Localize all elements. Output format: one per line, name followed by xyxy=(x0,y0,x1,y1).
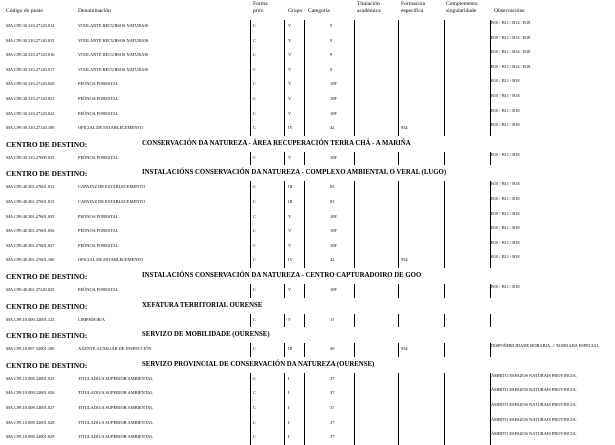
categoria: 9 xyxy=(330,66,333,72)
observacions: B10 / B11 / B18 xyxy=(491,210,520,216)
categoria: 10F xyxy=(330,287,337,292)
table-row xyxy=(0,283,615,293)
column-rule xyxy=(284,373,285,445)
column-rule xyxy=(490,373,491,445)
forma-prov: C xyxy=(253,154,256,160)
section-title: INSTALACIÓNS CONSERVACIÓN DA NATUREZA - CENTRO CAPTURADOIRO DE GOO xyxy=(142,272,422,279)
observacions: B10 / B11 / B18 xyxy=(491,151,520,157)
table-row xyxy=(0,92,615,102)
post-name: LIMPADOR/A xyxy=(78,316,105,322)
column-rule xyxy=(398,373,399,445)
table-row xyxy=(0,121,615,131)
post-name: PEÓNOA FORESTAL xyxy=(78,228,119,234)
forma-prov: C xyxy=(253,213,256,219)
column-rule xyxy=(354,152,355,166)
table-row xyxy=(0,210,615,220)
categoria: 42 xyxy=(330,257,335,263)
post-name: PEÓNOA FORESTAL xyxy=(78,154,119,160)
categoria: 10F xyxy=(330,242,337,248)
column-rule xyxy=(250,20,251,136)
categoria: 10F xyxy=(330,110,337,116)
grupo: I xyxy=(288,390,290,396)
post-name: AXENTE AUXILIAR DE INSPECCIÓN xyxy=(78,346,152,352)
post-name: PEÓNOA FORESTAL xyxy=(78,287,119,292)
section-title: CONSERVACIÓN DA NATUREZA - ÁREA RECUPERACIÓN TERRA CHÁ - A MARIÑA xyxy=(142,139,411,147)
column-rule xyxy=(444,343,445,357)
forma-prov: C xyxy=(253,346,256,352)
section-label: CENTRO DE DESTINO: xyxy=(6,169,88,179)
header-complemento-2: singularidade xyxy=(446,8,477,14)
forma-prov: C xyxy=(253,316,256,322)
categoria: 37 xyxy=(330,390,335,396)
post-code: MA.C99.10.008.32001.027 xyxy=(6,405,55,410)
column-rule xyxy=(284,152,285,166)
column-rule xyxy=(304,314,305,328)
column-rule xyxy=(250,343,251,357)
observacions: B10 / B11 / B18 xyxy=(491,181,520,187)
post-name: VIXILANTE RECURSOS NATURAIS xyxy=(78,66,149,72)
categoria: 10F xyxy=(330,228,337,234)
grupo: V xyxy=(288,66,292,72)
grupo: IV xyxy=(288,257,293,263)
column-rule xyxy=(304,343,305,357)
grupo: I xyxy=(288,419,290,425)
table-row xyxy=(0,342,615,352)
post-code: MA.C99.10.000.32001.125 xyxy=(6,316,55,322)
column-rule xyxy=(354,343,355,357)
column-rule xyxy=(398,314,399,328)
grupo: III xyxy=(288,199,293,204)
post-name: TITULADO/A SUPERIOR AMBIENTAL xyxy=(78,375,154,381)
table-row xyxy=(0,416,615,426)
column-rule xyxy=(250,314,251,328)
categoria: 10F xyxy=(330,213,337,219)
forma-prov: C xyxy=(253,390,256,396)
observacions: B10 / B11 / B18 xyxy=(491,284,520,289)
post-name: OFICIAL DE ESTABLECEMENTO xyxy=(78,125,144,131)
grupo: I xyxy=(288,405,290,410)
post-code: MA.C99.40.301.27601.100 xyxy=(6,257,55,263)
table-row xyxy=(0,224,615,234)
forma-prov: C xyxy=(253,287,256,292)
forma-prov: C xyxy=(253,110,256,116)
column-rule xyxy=(398,20,399,136)
section-header xyxy=(0,139,615,151)
column-rule xyxy=(398,343,399,357)
post-name: OFICIAL DE ESTABLECEMENTO xyxy=(78,257,144,263)
table-row xyxy=(0,372,615,382)
post-code: MA.C99.40.301.27601.036 xyxy=(6,228,55,234)
post-code: MA.C99.10.008.32001.025 xyxy=(6,375,55,381)
observacions: ÁMBITO ESPAZOS NATURAIS PROVINCIA. xyxy=(491,416,577,422)
table-row xyxy=(0,401,615,411)
post-code: MA.C99.40.301.27601.035 xyxy=(6,213,55,219)
categoria: 10F xyxy=(330,154,337,160)
grupo: IV xyxy=(288,125,293,131)
section-label: CENTRO DE DESTINO: xyxy=(6,272,88,281)
section-title: INSTALACIÓNS CONSERVACIÓN DA NATUREZA - COMPLEXO AMBIENTAL O VERAL (LUGO) xyxy=(142,169,447,177)
post-code: MA.C99.40.301.27601.012 xyxy=(6,184,55,190)
header-titulacion: Titulación xyxy=(357,1,380,7)
section-label: CENTRO DE DESTINO: xyxy=(6,331,88,341)
categoria: 83 xyxy=(330,184,335,190)
column-rule xyxy=(354,181,355,268)
categoria: 37 xyxy=(330,375,335,381)
column-rule xyxy=(490,152,491,166)
column-rule xyxy=(444,20,445,136)
section-header xyxy=(0,330,615,342)
forma-prov: C xyxy=(253,96,256,101)
section-title: SERVIZO PROVINCIAL DE CONSERVACIÓN DA NATUREZA (OURENSE) xyxy=(142,360,375,368)
column-rule xyxy=(490,314,491,328)
post-name: CAPATAZ DE ESTABLECEMENTO xyxy=(78,199,146,204)
post-code: MA.C99.30.310.27600.033 xyxy=(6,154,55,160)
table-row xyxy=(0,239,615,249)
grupo: V xyxy=(288,287,292,292)
post-code: MA.C99.30.310.27120.017 xyxy=(6,66,55,72)
grupo: V xyxy=(288,96,292,101)
observacions: B10 / B11 / B14 / B18 xyxy=(491,20,531,25)
section-label: CENTRO DE DESTINO: xyxy=(6,301,88,311)
observacions: ÁMBITO ESPAZOS NATURAIS PROVINCIA. xyxy=(491,372,577,378)
post-code: MA.C99.30.310.27120.100 xyxy=(6,125,55,131)
grupo: V xyxy=(288,52,292,58)
table-row xyxy=(0,107,615,117)
grupo: V xyxy=(288,154,292,160)
post-name: TITULADO/A SUPERIOR AMBIENTAL xyxy=(78,390,154,396)
table-row xyxy=(0,386,615,396)
post-code: MA.C99.30.310.27120.020 xyxy=(6,81,55,87)
column-rule xyxy=(250,181,251,268)
forma-prov: C xyxy=(253,81,256,87)
table-row xyxy=(0,63,615,73)
categoria: 42 xyxy=(330,125,335,131)
header-forma: Forma xyxy=(253,1,268,7)
forma-prov: C xyxy=(253,37,256,43)
column-rule xyxy=(354,314,355,328)
observacions: B10 / B11 / B18 xyxy=(491,254,520,260)
header-grupo: Grupo xyxy=(288,8,303,14)
column-rule xyxy=(490,343,491,357)
grupo: V xyxy=(288,316,292,322)
column-rule xyxy=(304,284,305,298)
table-row xyxy=(0,151,615,161)
column-rule xyxy=(490,284,491,298)
forma-prov: C xyxy=(253,184,256,190)
categoria: 11 xyxy=(330,316,335,322)
section-header xyxy=(0,301,615,313)
categoria: 37 xyxy=(330,419,335,425)
post-name: CAPATAZ DE ESTABLECEMENTO xyxy=(78,184,146,190)
grupo: V xyxy=(288,242,292,248)
forma-prov: C xyxy=(253,419,256,425)
observacions: ÁMBITO ESPAZOS NATURAIS PROVINCIA. xyxy=(491,402,577,407)
observacions: B10 / B11 / B14 / B18 xyxy=(491,63,531,69)
forma-prov: C xyxy=(253,257,256,263)
column-rule xyxy=(304,20,305,136)
grupo: V xyxy=(288,228,292,234)
table-row xyxy=(0,180,615,190)
post-code: MA.C99.10.007.32001.100 xyxy=(6,346,55,352)
header-complemento: Complemento xyxy=(446,1,478,7)
header-codigo: Código do posto xyxy=(6,8,43,14)
observacions: B10 / B11 / B18 xyxy=(491,239,520,245)
column-rule xyxy=(304,373,305,445)
post-name: PEÓNOA FORESTAL xyxy=(78,96,119,101)
section-header xyxy=(0,360,615,372)
categoria: 49 xyxy=(330,346,335,352)
column-rule xyxy=(284,314,285,328)
column-rule xyxy=(354,20,355,136)
column-rule xyxy=(398,152,399,166)
header-forma-2: prov. xyxy=(253,8,265,14)
forma-prov: C xyxy=(253,66,256,72)
post-code: MA.C99.10.008.32001.028 xyxy=(6,419,55,425)
observacions: B10 / B11 / B18 xyxy=(491,107,520,113)
post-name: TITULADO/A SUPERIOR AMBIENTAL xyxy=(78,419,154,425)
column-rule xyxy=(250,152,251,166)
observacions: B10 / B11 / B18 xyxy=(491,93,520,98)
post-code: MA.C99.30.310.27120.022 xyxy=(6,110,55,116)
observacions: DISPOÑIBILIDADE HORARIA. // XORNADA ESPECIAL xyxy=(491,343,600,349)
section-label: CENTRO DE DESTINO: xyxy=(6,360,88,370)
grupo: V xyxy=(288,213,292,219)
column-rule xyxy=(304,152,305,166)
header-formacion-2: específica xyxy=(401,8,424,14)
categoria: 9 xyxy=(330,23,333,28)
grupo: I xyxy=(288,375,290,381)
grupo: V xyxy=(288,23,292,28)
post-code: MA.C99.30.310.27120.016 xyxy=(6,52,55,58)
grupo: V xyxy=(288,81,292,87)
grupo: III xyxy=(288,184,293,190)
formacion-especifica: 934 xyxy=(401,257,408,263)
column-rule xyxy=(444,181,445,268)
column-rule xyxy=(444,314,445,328)
section-title: SERVIZO DE MOBILIDADE (OURENSE) xyxy=(142,331,270,339)
forma-prov: C xyxy=(253,228,256,234)
post-name: PEÓNOA FORESTAL xyxy=(78,110,119,116)
column-rule xyxy=(284,284,285,298)
section-header xyxy=(0,271,615,283)
categoria: 37 xyxy=(330,434,335,440)
header-categoria: Categoría xyxy=(308,8,330,14)
post-code: MA.C99.40.301.27601.013 xyxy=(6,199,55,204)
header-observacions: Observacións xyxy=(494,8,525,14)
table-row xyxy=(0,195,615,205)
table-row xyxy=(0,77,615,87)
column-rule xyxy=(284,343,285,357)
column-rule xyxy=(250,373,251,445)
table-row xyxy=(0,19,615,29)
forma-prov: C xyxy=(253,199,256,204)
forma-prov: C xyxy=(253,242,256,248)
observacions: B10 / B11 / B14 / B18 xyxy=(491,49,531,55)
observacions: B10 / B11 / B18 xyxy=(491,78,520,84)
observacions: ÁMBITO ESPAZOS NATURAIS PROVINCIA. xyxy=(491,387,577,393)
post-code: MA.C99.40.301.27601.037 xyxy=(6,242,55,248)
section-header xyxy=(0,168,615,180)
column-rule xyxy=(304,181,305,268)
section-title: XEFATURA TERRITORIAL OURENSE xyxy=(142,301,263,309)
post-name: TITULADO/A SUPERIOR AMBIENTAL xyxy=(78,405,154,410)
table-row xyxy=(0,313,615,323)
post-code: MA.C99.40.301.27240.035 xyxy=(6,287,55,292)
table-header xyxy=(0,0,615,20)
categoria: 37 xyxy=(330,405,335,410)
post-code: MA.C99.30.310.27120.014 xyxy=(6,23,55,28)
categoria: 10F xyxy=(330,96,337,101)
column-rule xyxy=(444,152,445,166)
column-rule xyxy=(444,373,445,445)
forma-prov: C xyxy=(253,405,256,410)
categoria: 9 xyxy=(330,52,333,58)
categoria: 10F xyxy=(330,81,337,87)
observacions: B10 / B11 / B18 xyxy=(491,225,520,231)
categoria: 83 xyxy=(330,199,335,204)
post-name: PEÓNOA FORESTAL xyxy=(78,81,119,87)
post-name: PEÓNOA FORESTAL xyxy=(78,242,119,248)
table-row xyxy=(0,253,615,263)
forma-prov: C xyxy=(253,125,256,131)
column-rule xyxy=(284,20,285,136)
post-name: VIXILANTE RECURSOS NATURAIS xyxy=(78,52,149,58)
categoria: 9 xyxy=(330,37,333,43)
grupo: V xyxy=(288,110,292,116)
observacions: B10 / B11 / B14 / B18 xyxy=(491,34,531,40)
post-name: VIXILANTE RECURSOS NATURAIS xyxy=(78,37,149,43)
post-code: MA.C99.10.008.32001.026 xyxy=(6,390,55,396)
table-row xyxy=(0,48,615,58)
grupo: III xyxy=(288,346,293,352)
formacion-especifica: 934 xyxy=(401,346,408,352)
column-rule xyxy=(250,284,251,298)
column-rule xyxy=(490,181,491,268)
observacions: B10 / B11 / B18 xyxy=(491,196,520,201)
grupo: I xyxy=(288,434,290,440)
forma-prov: C xyxy=(253,52,256,58)
forma-prov: C xyxy=(253,434,256,440)
forma-prov: C xyxy=(253,375,256,381)
table-row xyxy=(0,34,615,44)
grupo: V xyxy=(288,37,292,43)
section-label: CENTRO DE DESTINO: xyxy=(6,139,88,149)
column-rule xyxy=(490,20,491,136)
header-denominacion: Denominación xyxy=(78,8,111,14)
post-name: VIXILANTE RECURSOS NATURAIS xyxy=(78,23,149,28)
column-rule xyxy=(284,181,285,268)
column-rule xyxy=(398,181,399,268)
header-titulacion-2: académica xyxy=(357,8,381,14)
post-code: MA.C99.30.310.27120.015 xyxy=(6,37,55,43)
column-rule xyxy=(354,284,355,298)
observacions: ÁMBITO ESPAZOS NATURAIS PROVINCIA. xyxy=(491,431,577,437)
formacion-especifica: 934 xyxy=(401,125,408,131)
column-rule xyxy=(398,284,399,298)
column-rule xyxy=(354,373,355,445)
post-name: PEÓNOA FORESTAL xyxy=(78,213,119,219)
header-formacion: Formación xyxy=(401,1,426,7)
post-code: MA.C99.30.310.27120.021 xyxy=(6,96,55,101)
observacions: B10 / B11 / B18 xyxy=(491,122,520,128)
post-name: TITULADO/A SUPERIOR AMBIENTAL xyxy=(78,434,154,440)
post-code: MA.C99.10.008.32001.029 xyxy=(6,434,55,440)
forma-prov: C xyxy=(253,23,256,28)
column-rule xyxy=(444,284,445,298)
